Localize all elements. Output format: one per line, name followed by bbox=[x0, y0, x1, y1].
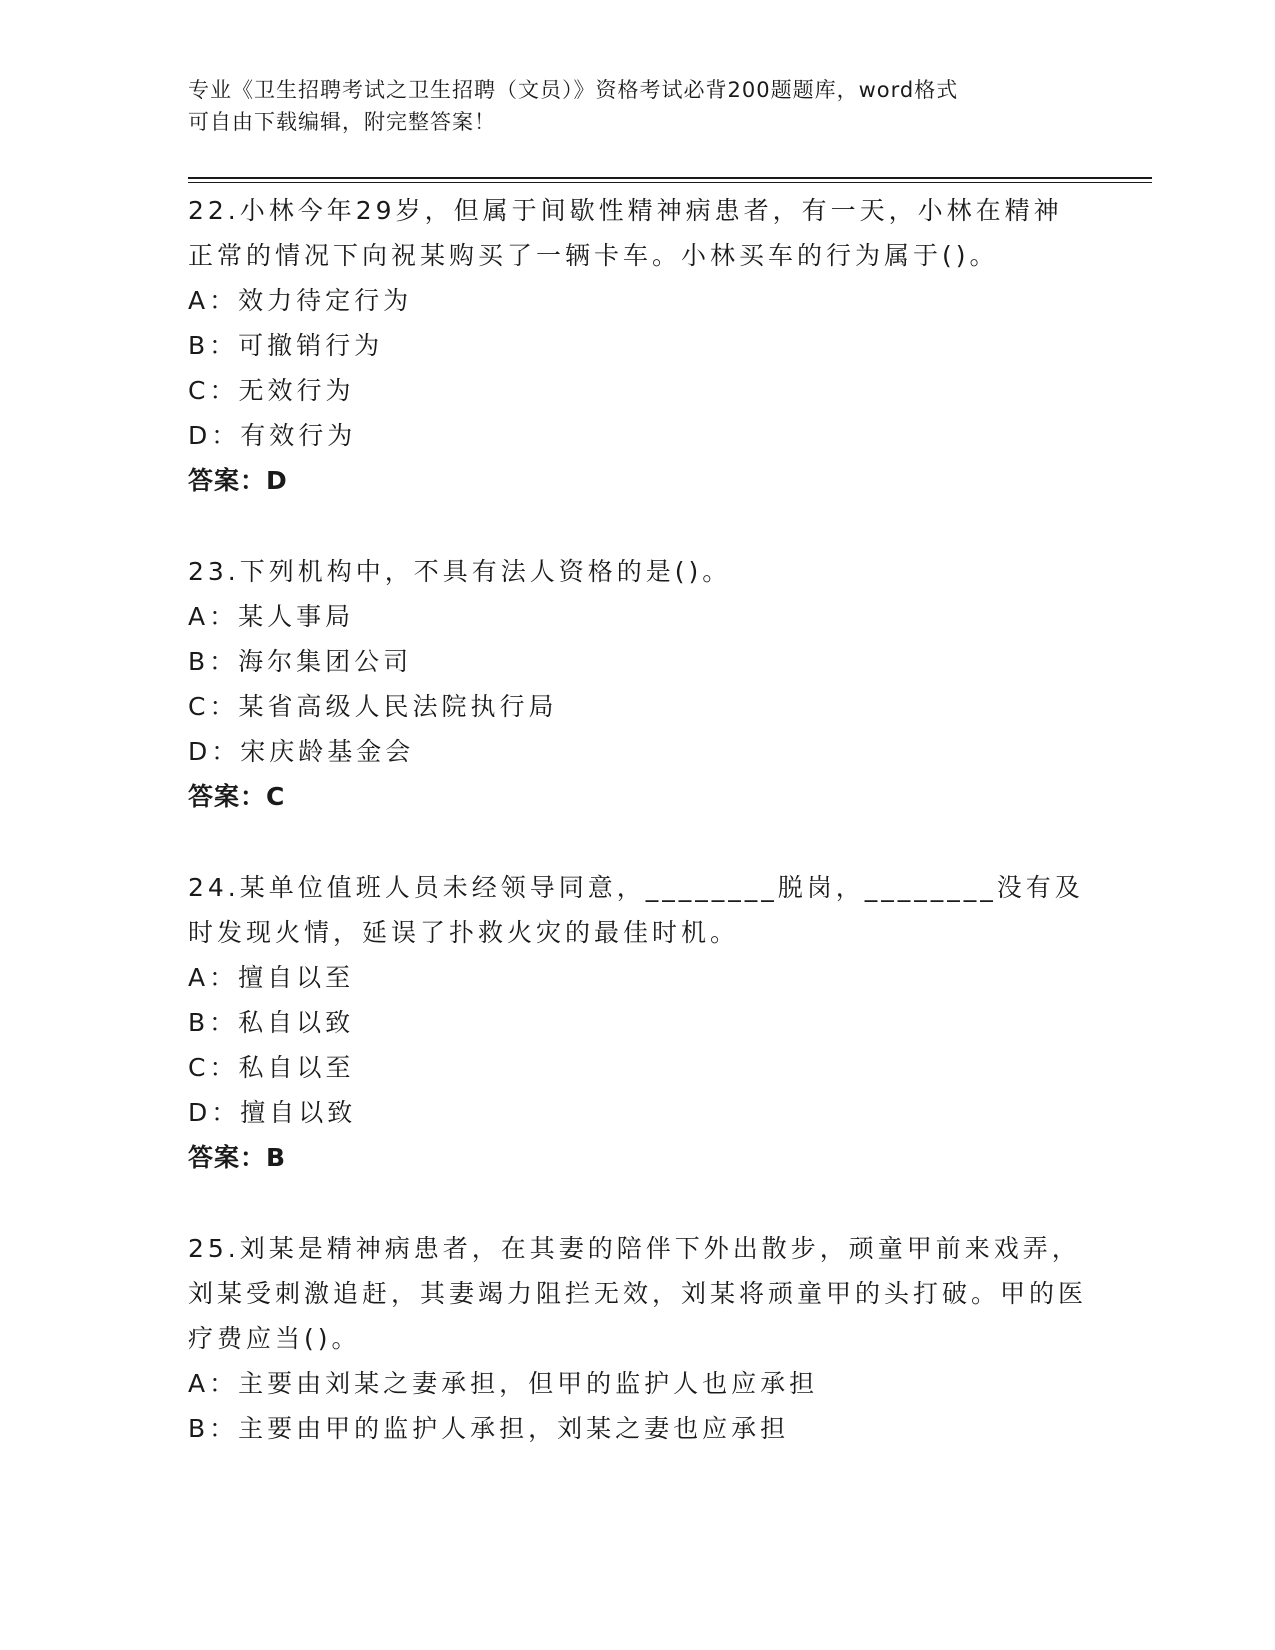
option-b: B：私自以致 bbox=[188, 1008, 355, 1037]
document-header bbox=[188, 74, 1088, 138]
question-stem: 23.下列机构中，不具有法人资格的是()。 bbox=[188, 557, 732, 586]
option-b: B：海尔集团公司 bbox=[188, 647, 413, 676]
option-b: B：可撤销行为 bbox=[188, 331, 384, 360]
header-divider-thick bbox=[188, 177, 1152, 179]
answer-line: 答案：B bbox=[188, 1143, 287, 1172]
option-a: A：效力待定行为 bbox=[188, 286, 413, 315]
answer-line: 答案：C bbox=[188, 782, 286, 811]
question-23 bbox=[188, 549, 1088, 819]
spacer bbox=[188, 1180, 1088, 1226]
option-c: C：某省高级人民法院执行局 bbox=[188, 692, 558, 721]
answer-line: 答案：D bbox=[188, 466, 288, 495]
header-divider-thin bbox=[188, 182, 1152, 183]
option-c: C：无效行为 bbox=[188, 376, 355, 405]
question-25 bbox=[188, 1226, 1088, 1451]
header-line-1: 专业《卫生招聘考试之卫生招聘（文员）》资格考试必背200题题库，word格式 bbox=[188, 78, 959, 102]
question-stem: 22.小林今年29岁，但属于间歇性精神病患者，有一天，小林在精神正常的情况下向祝某购买了一辆卡车。小林买车的行为属于()。 bbox=[188, 196, 1063, 270]
question-list bbox=[188, 188, 1088, 1451]
option-a: A：某人事局 bbox=[188, 602, 355, 631]
option-d: D：擅自以致 bbox=[188, 1098, 357, 1127]
option-c: C：私自以至 bbox=[188, 1053, 355, 1082]
spacer bbox=[188, 503, 1088, 549]
spacer bbox=[188, 819, 1088, 865]
option-d: D：宋庆龄基金会 bbox=[188, 737, 415, 766]
question-24 bbox=[188, 865, 1088, 1180]
question-stem: 25.刘某是精神病患者，在其妻的陪伴下外出散步，顽童甲前来戏弄，刘某受刺激追赶，其妻竭力阻拦无效，刘某将顽童甲的头打破。甲的医疗费应当()。 bbox=[188, 1234, 1088, 1353]
question-22 bbox=[188, 188, 1088, 503]
option-b: B：主要由甲的监护人承担，刘某之妻也应承担 bbox=[188, 1414, 790, 1443]
question-stem: 24.某单位值班人员未经领导同意，________脱岗，________没有及时发现火情，延误了扑救火灾的最佳时机。 bbox=[188, 873, 1084, 947]
option-a: A：擅自以至 bbox=[188, 963, 355, 992]
option-a: A：主要由刘某之妻承担，但甲的监护人也应承担 bbox=[188, 1369, 819, 1398]
option-d: D：有效行为 bbox=[188, 421, 357, 450]
header-line-2: 可自由下载编辑，附完整答案！ bbox=[188, 110, 496, 134]
